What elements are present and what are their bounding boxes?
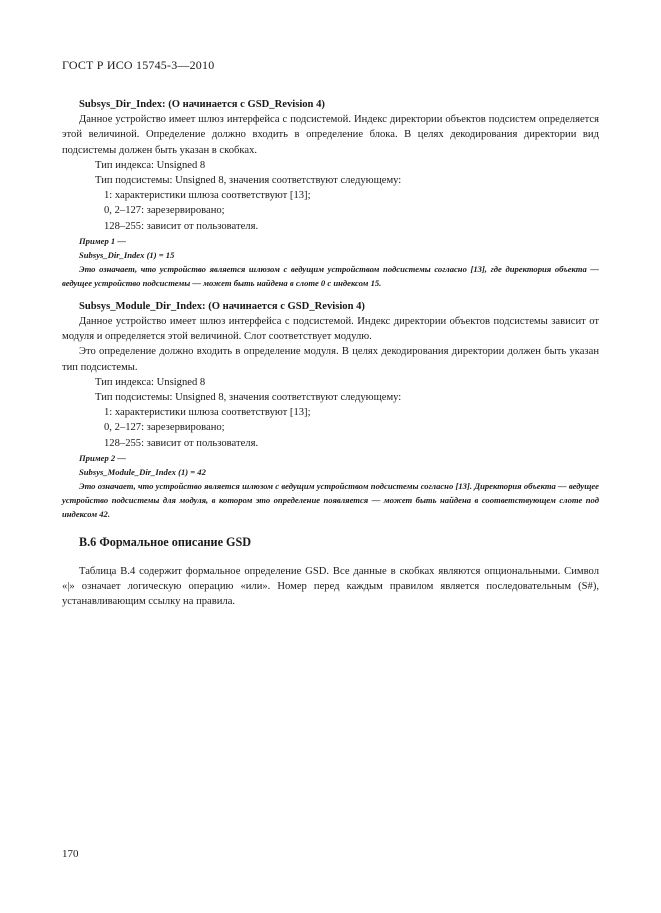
subsystem-type-line: Тип подсистемы: Unsigned 8, значения соответствуют следующему: [95, 392, 402, 404]
page-number: 170 [62, 848, 79, 860]
section-title: В.6 Формальное описание GSD [79, 534, 252, 549]
index-type-line: Тип индекса: Unsigned 8 [95, 376, 206, 388]
subsys-module-dir-index-paragraph: Это определение должно входить в определение модуля. В целях декодирования директории должен быть указан тип подсистемы. [62, 346, 599, 373]
example-label: Пример 1 — [79, 235, 126, 246]
value-item: 0, 2–127: зарезервировано; [104, 205, 225, 217]
example-code: Subsys_Module_Dir_Index (1) = 42 [79, 466, 206, 477]
subsys-dir-index-paragraph: Данное устройство имеет шлюз интерфейса с подсистемой. Индекс директории объектов подсистем определяется этой величиной. Определение должно входить в определение блока. В целях декодирования директории вид подсистемы должен быть указан в скобках. [62, 114, 599, 156]
value-item: 1: характеристики шлюза соответствуют [13]; [104, 407, 311, 419]
subsystem-type-line: Тип подсистемы: Unsigned 8, значения соответствуют следующему: [95, 175, 402, 187]
page-content [62, 97, 599, 610]
example-label: Пример 2 — [79, 452, 126, 463]
example-text: Это означает, что устройство является шлюзом с ведущим устройством подсистемы согласно [13], где директория объекта — ведущее устройство подсистемы — может быть найдена в слоте 0 с индексом 15. [62, 263, 599, 288]
index-type-line: Тип индекса: Unsigned 8 [95, 159, 206, 171]
subsys-module-dir-index-heading: Subsys_Module_Dir_Index: (О начинается с GSD_Revision 4) [79, 300, 365, 312]
section-paragraph: Таблица В.4 содержит формальное определение GSD. Все данные в скобках являются опциональными. Символ «|» означает логическую операцию «или». Номер перед каждым правилом является последовательным (S#), устанавливающим ссылку на правила. [62, 566, 599, 608]
document-header: ГОСТ Р ИСО 15745-3—2010 [62, 58, 215, 72]
value-item: 0, 2–127: зарезервировано; [104, 422, 225, 434]
value-item: 128–255: зависит от пользователя. [104, 437, 259, 449]
subsys-dir-index-heading: Subsys_Dir_Index: (О начинается с GSD_Revision 4) [79, 99, 325, 110]
example-text: Это означает, что устройство является шлюзом с ведущим устройством подсистемы согласно [13]. Директория объекта — ведущее устройство подсистемы для модуля, в котором это определение появляется — может быть найдена в соответствующем слоте под индексом 42. [62, 480, 599, 519]
subsys-module-dir-index-paragraph: Данное устройство имеет шлюз интерфейса с подсистемой. Индекс директории объектов подсистемы зависит от модуля и определяется этой величиной. Слот соответствует модулю. [62, 316, 599, 343]
example-code: Subsys_Dir_Index (1) = 15 [79, 249, 175, 260]
value-item: 1: характеристики шлюза соответствуют [13]; [104, 190, 311, 202]
value-item: 128–255: зависит от пользователя. [104, 220, 259, 232]
